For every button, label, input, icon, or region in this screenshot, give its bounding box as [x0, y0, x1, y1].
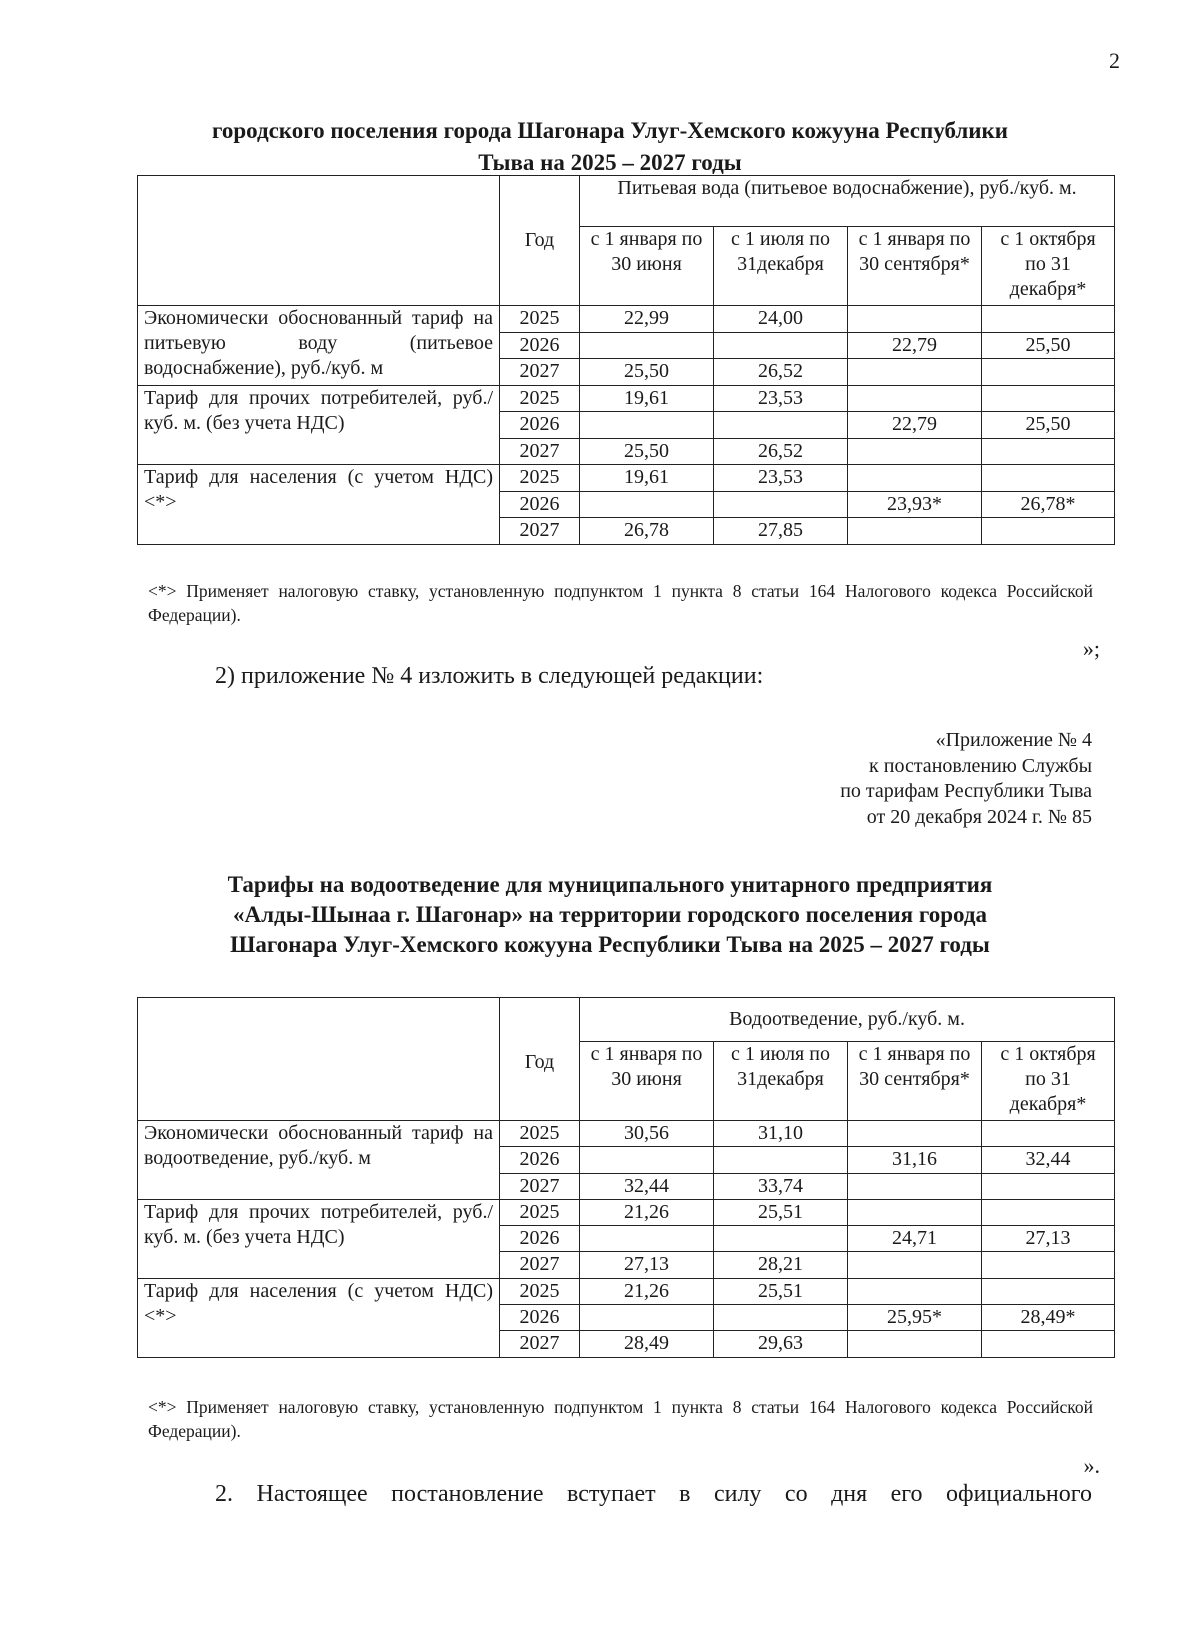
tariff-value-cell: 22,79	[848, 412, 982, 439]
col-header: с 1 июля по 31декабря	[714, 227, 848, 306]
final-paragraph: 2. Настоящее постановление вступает в силу со дня его официального	[215, 1481, 1092, 1507]
tariff-value-cell	[714, 491, 848, 518]
tariff-value-cell	[982, 438, 1115, 465]
tariff-value-cell: 25,50	[982, 412, 1115, 439]
tariff-value-cell: 25,50	[580, 359, 714, 386]
year-cell: 2026	[500, 1226, 580, 1252]
tariff-value-cell	[848, 1278, 982, 1304]
tariff-category-label: Тариф для населения (с учетом НДС) <*>	[138, 465, 500, 545]
tariff-value-cell	[714, 412, 848, 439]
tariff-value-cell	[714, 1226, 848, 1252]
water-supply-tariff-table	[137, 175, 1115, 545]
tariff-value-cell	[580, 1226, 714, 1252]
appendix-line: «Приложение № 4	[935, 729, 1092, 751]
table-row	[138, 465, 1115, 492]
tariff-value-cell: 32,44	[982, 1147, 1115, 1173]
col-header: с 1 января по 30 сентября*	[848, 1042, 982, 1121]
tariff-value-cell: 31,10	[714, 1121, 848, 1147]
col-header: с 1 октября по 31 декабря*	[982, 1042, 1115, 1121]
table1-title-line1: городского поселения города Шагонара Улуг-Хемского кожууна Республики	[211, 118, 1009, 143]
tariff-value-cell	[848, 306, 982, 333]
year-cell: 2025	[500, 465, 580, 492]
table1-closing-quote: »;	[1082, 636, 1100, 661]
page-number: 2	[1109, 48, 1120, 73]
table2-closing-quote: ».	[1083, 1453, 1100, 1478]
tariff-value-cell: 26,52	[714, 438, 848, 465]
tariff-value-cell	[580, 1147, 714, 1173]
year-cell: 2025	[500, 1199, 580, 1225]
tariff-value-cell	[982, 465, 1115, 492]
tariff-category-label: Тариф для населения (с учетом НДС) <*>	[138, 1278, 500, 1357]
group-header: Водоотведение, руб./куб. м.	[580, 998, 1115, 1042]
table-row	[138, 1121, 1115, 1147]
tariff-value-cell	[848, 1331, 982, 1357]
tariff-value-cell	[580, 1305, 714, 1331]
table-header-empty	[138, 998, 500, 1121]
year-cell: 2027	[500, 1252, 580, 1278]
tariff-value-cell	[848, 1173, 982, 1199]
tariff-value-cell: 21,26	[580, 1199, 714, 1225]
tariff-category-label: Тариф для прочих потребителей, руб./куб. м. (без учета НДС)	[138, 385, 500, 465]
tariff-value-cell	[714, 332, 848, 359]
tariff-value-cell	[580, 491, 714, 518]
tariff-value-cell	[982, 385, 1115, 412]
table-row	[138, 385, 1115, 412]
item-2-text: 2) приложение № 4 изложить в следующей редакции:	[215, 663, 764, 689]
tariff-value-cell	[848, 1252, 982, 1278]
tariff-value-cell	[848, 438, 982, 465]
table-row	[138, 1278, 1115, 1304]
appendix-line: по тарифам Республики Тыва	[840, 780, 1092, 802]
tariff-value-cell: 22,99	[580, 306, 714, 333]
tariff-value-cell: 31,16	[848, 1147, 982, 1173]
tariff-value-cell: 23,93*	[848, 491, 982, 518]
tariff-value-cell: 27,13	[580, 1252, 714, 1278]
tariff-value-cell	[848, 385, 982, 412]
tariff-value-cell: 25,51	[714, 1278, 848, 1304]
tariff-value-cell: 33,74	[714, 1173, 848, 1199]
year-cell: 2027	[500, 438, 580, 465]
tariff-value-cell	[714, 1147, 848, 1173]
col-header: с 1 июля по 31декабря	[714, 1042, 848, 1121]
tariff-value-cell	[982, 1252, 1115, 1278]
tariff-value-cell: 25,95*	[848, 1305, 982, 1331]
tariff-value-cell: 25,50	[982, 332, 1115, 359]
tariff-value-cell: 27,85	[714, 518, 848, 545]
tariff-value-cell	[580, 332, 714, 359]
tariff-value-cell: 23,53	[714, 385, 848, 412]
table2-title-line2: «Алды-Шынаа г. Шагонар» на территории городского поселения города	[233, 902, 987, 927]
tariff-value-cell: 19,61	[580, 465, 714, 492]
table1-footnote: <*> Применяет налоговую ставку, установленную подпунктом 1 пункта 8 статьи 164 Налогового кодекса Российской Федерации).	[148, 581, 1093, 625]
appendix-reference	[700, 728, 1092, 830]
table2-title-line3: Шагонара Улуг-Хемского кожууна Республики Тыва на 2025 – 2027 годы	[230, 932, 990, 957]
tariff-value-cell: 23,53	[714, 465, 848, 492]
tariff-category-label: Экономически обоснованный тариф на питьевую воду (питьевое водоснабжение), руб./куб. м	[138, 306, 500, 386]
tariff-value-cell	[848, 1121, 982, 1147]
year-cell: 2026	[500, 332, 580, 359]
year-cell: 2025	[500, 1278, 580, 1304]
tariff-category-label: Тариф для прочих потребителей, руб./куб. м. (без учета НДС)	[138, 1199, 500, 1278]
tariff-value-cell	[848, 465, 982, 492]
table2-title-line1: Тарифы на водоотведение для муниципального унитарного предприятия	[227, 872, 993, 897]
tariff-value-cell	[714, 1305, 848, 1331]
tariff-value-cell	[982, 1173, 1115, 1199]
group-header: Питьевая вода (питьевое водоснабжение), руб./куб. м.	[580, 176, 1115, 227]
tariff-value-cell	[982, 518, 1115, 545]
tariff-value-cell: 27,13	[982, 1226, 1115, 1252]
tariff-value-cell	[982, 1331, 1115, 1357]
year-cell: 2026	[500, 412, 580, 439]
col-header: с 1 января по 30 сентября*	[848, 227, 982, 306]
tariff-value-cell	[982, 359, 1115, 386]
year-column-header: Год	[500, 176, 580, 306]
col-header: с 1 октября по 31 декабря*	[982, 227, 1115, 306]
tariff-value-cell: 28,21	[714, 1252, 848, 1278]
table2-title	[130, 870, 1090, 960]
year-cell: 2027	[500, 1331, 580, 1357]
tariff-value-cell	[982, 1121, 1115, 1147]
tariff-value-cell: 32,44	[580, 1173, 714, 1199]
tariff-value-cell: 21,26	[580, 1278, 714, 1304]
tariff-value-cell: 28,49*	[982, 1305, 1115, 1331]
year-cell: 2025	[500, 385, 580, 412]
tariff-category-label: Экономически обоснованный тариф на водоотведение, руб./куб. м	[138, 1121, 500, 1200]
year-column-header: Год	[500, 998, 580, 1121]
year-cell: 2026	[500, 1147, 580, 1173]
col-header: с 1 января по 30 июня	[580, 1042, 714, 1121]
table1-title-line2: Тыва на 2025 – 2027 годы	[478, 150, 742, 175]
tariff-value-cell: 30,56	[580, 1121, 714, 1147]
wastewater-tariff-table	[137, 997, 1115, 1358]
year-cell: 2027	[500, 518, 580, 545]
year-cell: 2027	[500, 1173, 580, 1199]
year-cell: 2026	[500, 1305, 580, 1331]
tariff-value-cell: 29,63	[714, 1331, 848, 1357]
tariff-value-cell: 26,78	[580, 518, 714, 545]
tariff-value-cell	[982, 1199, 1115, 1225]
tariff-value-cell: 22,79	[848, 332, 982, 359]
table1-title	[130, 115, 1090, 179]
year-cell: 2027	[500, 359, 580, 386]
tariff-value-cell: 25,51	[714, 1199, 848, 1225]
table-row	[138, 306, 1115, 333]
year-cell: 2025	[500, 1121, 580, 1147]
tariff-value-cell	[848, 518, 982, 545]
tariff-value-cell	[982, 306, 1115, 333]
tariff-value-cell: 24,71	[848, 1226, 982, 1252]
col-header: с 1 января по 30 июня	[580, 227, 714, 306]
table2-footnote: <*> Применяет налоговую ставку, установленную подпунктом 1 пункта 8 статьи 164 Налогового кодекса Российской Федерации).	[148, 1397, 1093, 1441]
tariff-value-cell: 26,78*	[982, 491, 1115, 518]
tariff-value-cell	[848, 1199, 982, 1225]
tariff-value-cell	[848, 359, 982, 386]
tariff-value-cell	[580, 412, 714, 439]
tariff-value-cell	[982, 1278, 1115, 1304]
table-row	[138, 1199, 1115, 1225]
tariff-value-cell: 24,00	[714, 306, 848, 333]
year-cell: 2026	[500, 491, 580, 518]
appendix-line: от 20 декабря 2024 г. № 85	[866, 805, 1092, 828]
tariff-value-cell: 19,61	[580, 385, 714, 412]
tariff-value-cell: 26,52	[714, 359, 848, 386]
appendix-line: к постановлению Службы	[869, 754, 1092, 777]
year-cell: 2025	[500, 306, 580, 333]
table-header-empty	[138, 176, 500, 306]
tariff-value-cell: 28,49	[580, 1331, 714, 1357]
tariff-value-cell: 25,50	[580, 438, 714, 465]
